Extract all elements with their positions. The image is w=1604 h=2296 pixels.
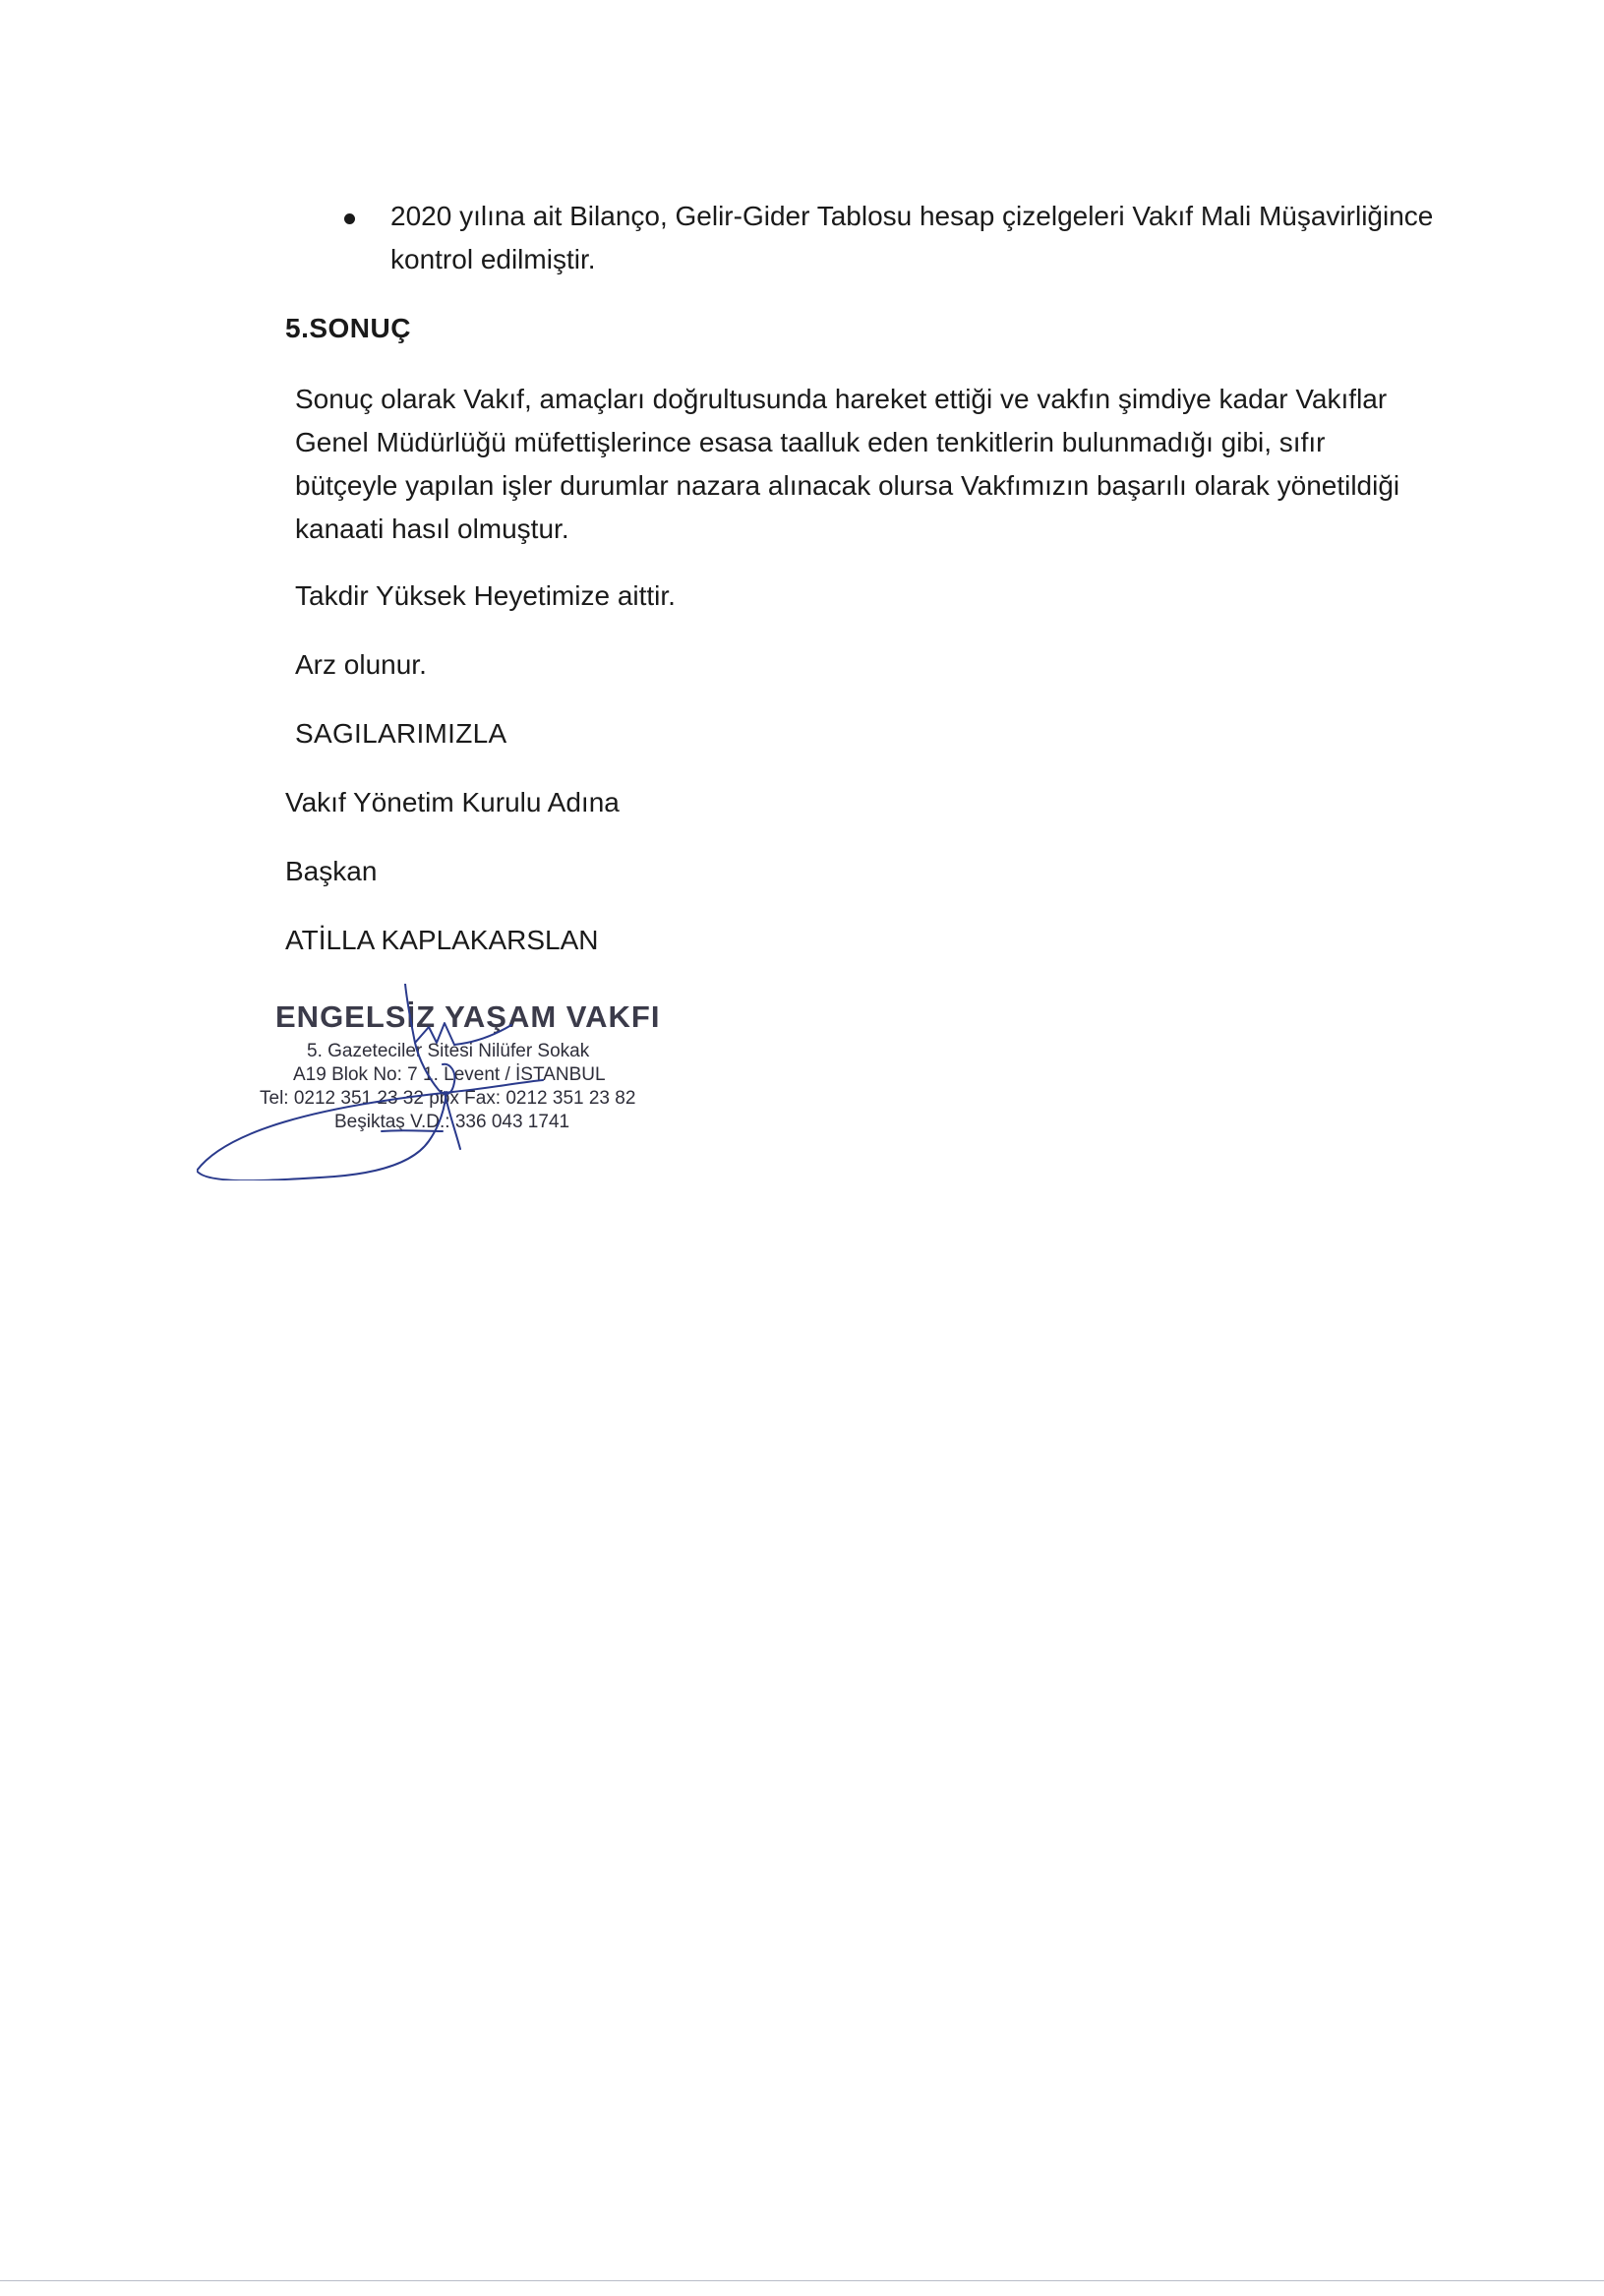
- bullet-item: [344, 195, 1455, 281]
- takdir-line: Takdir Yüksek Heyetimize aittir.: [295, 580, 676, 611]
- foundation-stamp: [197, 984, 688, 1180]
- section-heading: 5.SONUÇ: [285, 313, 411, 343]
- stamp-tax-line: Beşiktaş V.D.: 336 043 1741: [334, 1112, 570, 1132]
- stamp-phone-line: Tel: 0212 351 23 32 pbx Fax: 0212 351 23 82: [260, 1088, 636, 1109]
- conclusion-paragraph: Sonuç olarak Vakıf, amaçları doğrultusunda hareket ettiği ve vakfın şimdiye kadar Vakıflar Genel Müdürlüğü müfettişlerince esasa taalluk eden tenkitlerin bulunmadığı gibi, sıfır bütçeyle yapılan işler durumlar nazara alınacak olursa Vakfımızın başarılı olarak yönetildiği kanaati hasıl olmuştur.: [295, 384, 1400, 544]
- footer-rule: [0, 2280, 1604, 2281]
- stamp-address-line-2: A19 Blok No: 7 1. Levent / İSTANBUL: [293, 1064, 606, 1085]
- bullet-text: 2020 yılına ait Bilanço, Gelir-Gider Tablosu hesap çizelgeleri Vakıf Mali Müşavirliğince kontrol edilmiştir.: [390, 201, 1434, 274]
- bullet-dot-icon: [344, 213, 355, 224]
- position-line: Başkan: [285, 856, 378, 886]
- signatory-name: ATİLLA KAPLAKARSLAN: [285, 925, 599, 955]
- stamp-title: ENGELSİZ YAŞAM VAKFI: [275, 999, 661, 1034]
- stamp-address-line-1: 5. Gazeteciler Sitesi Nilüfer Sokak: [307, 1041, 590, 1061]
- arz-line: Arz olunur.: [295, 649, 427, 680]
- on-behalf-line: Vakıf Yönetim Kurulu Adına: [285, 787, 620, 817]
- greeting-line: SAGILARIMIZLA: [295, 718, 507, 749]
